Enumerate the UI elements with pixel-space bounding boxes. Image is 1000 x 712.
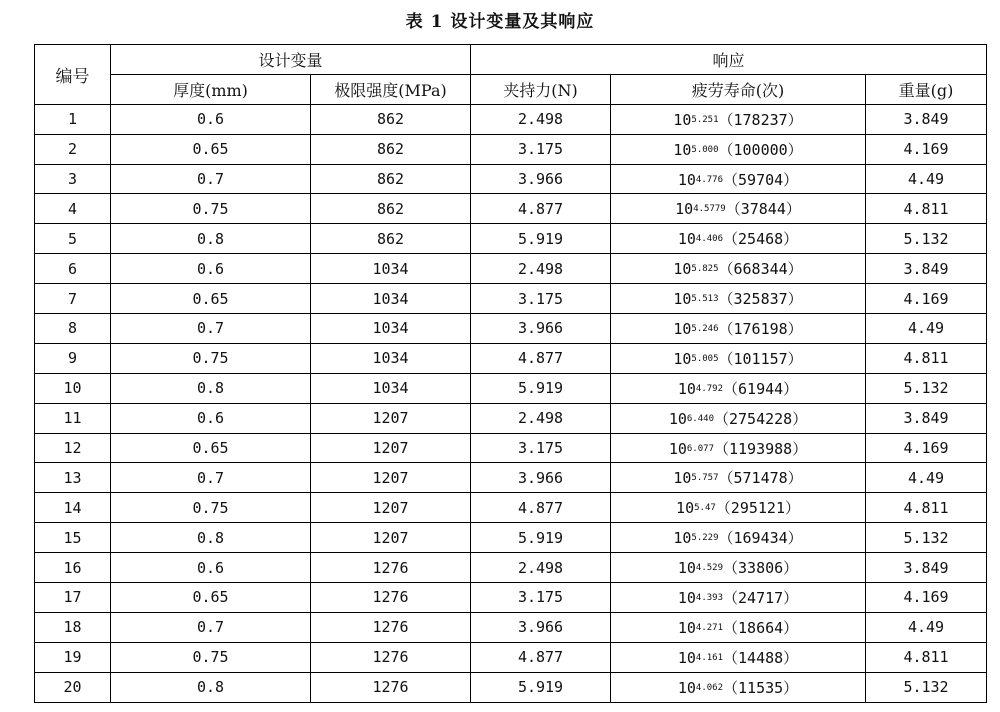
life-cycles: （18664） bbox=[723, 618, 799, 637]
data-table bbox=[34, 44, 987, 703]
table-row bbox=[35, 583, 987, 613]
cell-strength: 1034 bbox=[311, 284, 471, 314]
cell-weight: 4.169 bbox=[866, 583, 987, 613]
life-cycles: （169434） bbox=[718, 529, 803, 548]
cell-thickness: 0.75 bbox=[111, 194, 311, 224]
cell-strength: 1207 bbox=[311, 523, 471, 553]
life-exponent: 5.246 bbox=[691, 323, 719, 334]
life-exponent: 5.47 bbox=[694, 503, 716, 514]
cell-clamp-force: 3.175 bbox=[471, 134, 611, 164]
life-exponent: 5.000 bbox=[691, 144, 719, 155]
cell-id: 7 bbox=[35, 284, 111, 314]
table-row bbox=[35, 642, 987, 672]
cell-clamp-force: 2.498 bbox=[471, 553, 611, 583]
cell-thickness: 0.75 bbox=[111, 493, 311, 523]
life-exponent: 4.161 bbox=[695, 652, 724, 663]
life-cycles: （11535） bbox=[723, 678, 799, 697]
cell-weight: 4.169 bbox=[866, 433, 987, 463]
table-caption: 表 1 设计变量及其响应 bbox=[405, 12, 595, 32]
cell-id: 2 bbox=[35, 134, 111, 164]
header-id: 编号 bbox=[35, 45, 111, 105]
life-base: 10 bbox=[677, 588, 696, 607]
cell-fatigue-life bbox=[611, 642, 866, 672]
life-exponent: 6.077 bbox=[686, 443, 714, 454]
life-exponent: 4.5779 bbox=[693, 204, 726, 215]
table-row bbox=[35, 493, 987, 523]
cell-weight: 4.811 bbox=[866, 642, 987, 672]
header-row-columns bbox=[35, 74, 987, 104]
life-base: 10 bbox=[673, 110, 692, 129]
cell-id: 5 bbox=[35, 224, 111, 254]
cell-strength: 1034 bbox=[311, 373, 471, 403]
cell-thickness: 0.6 bbox=[111, 254, 311, 284]
life-cycles: （571478） bbox=[718, 469, 803, 488]
cell-clamp-force: 3.966 bbox=[471, 463, 611, 493]
table-row bbox=[35, 104, 987, 134]
life-exponent: 6.440 bbox=[686, 413, 714, 424]
cell-clamp-force: 3.175 bbox=[471, 433, 611, 463]
life-base: 10 bbox=[673, 319, 692, 338]
cell-fatigue-life bbox=[611, 672, 866, 702]
cell-id: 1 bbox=[35, 104, 111, 134]
life-cycles: （1193988） bbox=[713, 439, 808, 458]
cell-weight: 3.849 bbox=[866, 553, 987, 583]
cell-strength: 1207 bbox=[311, 463, 471, 493]
cell-weight: 5.132 bbox=[866, 672, 987, 702]
table-row bbox=[35, 433, 987, 463]
cell-id: 10 bbox=[35, 373, 111, 403]
cell-fatigue-life bbox=[611, 373, 866, 403]
life-exponent: 4.776 bbox=[695, 174, 724, 185]
life-cycles: （24717） bbox=[723, 588, 799, 607]
cell-clamp-force: 5.919 bbox=[471, 523, 611, 553]
cell-thickness: 0.7 bbox=[111, 314, 311, 344]
cell-clamp-force: 2.498 bbox=[471, 403, 611, 433]
cell-weight: 5.132 bbox=[866, 224, 987, 254]
cell-strength: 862 bbox=[311, 164, 471, 194]
life-cycles: （325837） bbox=[718, 290, 803, 309]
cell-strength: 1276 bbox=[311, 642, 471, 672]
cell-clamp-force: 4.877 bbox=[471, 343, 611, 373]
cell-weight: 5.132 bbox=[866, 373, 987, 403]
cell-fatigue-life bbox=[611, 343, 866, 373]
table-row bbox=[35, 463, 987, 493]
header-thickness: 厚度(mm) bbox=[111, 74, 311, 104]
cell-id: 14 bbox=[35, 493, 111, 523]
life-base: 10 bbox=[668, 439, 687, 458]
cell-clamp-force: 3.175 bbox=[471, 583, 611, 613]
life-cycles: （176198） bbox=[718, 319, 803, 338]
cell-id: 15 bbox=[35, 523, 111, 553]
life-cycles: （59704） bbox=[723, 170, 799, 189]
cell-clamp-force: 3.175 bbox=[471, 284, 611, 314]
cell-clamp-force: 3.966 bbox=[471, 164, 611, 194]
cell-fatigue-life bbox=[611, 403, 866, 433]
life-base: 10 bbox=[675, 200, 694, 219]
life-base: 10 bbox=[677, 559, 696, 578]
life-base: 10 bbox=[677, 678, 696, 697]
life-exponent: 4.062 bbox=[695, 682, 724, 693]
cell-strength: 1276 bbox=[311, 583, 471, 613]
life-base: 10 bbox=[673, 469, 692, 488]
cell-clamp-force: 4.877 bbox=[471, 194, 611, 224]
cell-weight: 5.132 bbox=[866, 523, 987, 553]
cell-weight: 4.811 bbox=[866, 343, 987, 373]
cell-weight: 3.849 bbox=[866, 403, 987, 433]
life-cycles: （295121） bbox=[715, 499, 800, 518]
table-row bbox=[35, 284, 987, 314]
cell-strength: 1207 bbox=[311, 493, 471, 523]
life-exponent: 5.251 bbox=[691, 114, 719, 125]
cell-fatigue-life bbox=[611, 134, 866, 164]
table-row bbox=[35, 373, 987, 403]
cell-id: 8 bbox=[35, 314, 111, 344]
cell-thickness: 0.75 bbox=[111, 343, 311, 373]
table-row bbox=[35, 224, 987, 254]
cell-fatigue-life bbox=[611, 314, 866, 344]
life-base: 10 bbox=[673, 260, 692, 279]
cell-clamp-force: 2.498 bbox=[471, 104, 611, 134]
cell-id: 18 bbox=[35, 612, 111, 642]
life-base: 10 bbox=[677, 618, 696, 637]
cell-thickness: 0.65 bbox=[111, 134, 311, 164]
cell-id: 4 bbox=[35, 194, 111, 224]
cell-fatigue-life bbox=[611, 194, 866, 224]
life-base: 10 bbox=[673, 140, 692, 159]
cell-strength: 1034 bbox=[311, 314, 471, 344]
cell-weight: 4.49 bbox=[866, 164, 987, 194]
header-fatigue-life: 疲劳寿命(次) bbox=[611, 74, 866, 104]
cell-id: 3 bbox=[35, 164, 111, 194]
life-exponent: 4.792 bbox=[695, 383, 724, 394]
table-row bbox=[35, 523, 987, 553]
life-cycles: （101157） bbox=[718, 349, 803, 368]
life-exponent: 4.406 bbox=[695, 234, 724, 245]
cell-id: 17 bbox=[35, 583, 111, 613]
life-exponent: 5.229 bbox=[691, 533, 719, 544]
cell-thickness: 0.7 bbox=[111, 463, 311, 493]
life-cycles: （14488） bbox=[723, 648, 799, 667]
life-cycles: （178237） bbox=[718, 110, 803, 129]
cell-thickness: 0.6 bbox=[111, 104, 311, 134]
life-exponent: 5.825 bbox=[691, 264, 719, 275]
cell-thickness: 0.8 bbox=[111, 373, 311, 403]
header-strength: 极限强度(MPa) bbox=[311, 74, 471, 104]
table-row bbox=[35, 553, 987, 583]
cell-strength: 1034 bbox=[311, 343, 471, 373]
cell-clamp-force: 3.966 bbox=[471, 314, 611, 344]
cell-strength: 1207 bbox=[311, 433, 471, 463]
cell-id: 13 bbox=[35, 463, 111, 493]
cell-fatigue-life bbox=[611, 164, 866, 194]
cell-fatigue-life bbox=[611, 463, 866, 493]
cell-id: 9 bbox=[35, 343, 111, 373]
cell-thickness: 0.8 bbox=[111, 224, 311, 254]
cell-strength: 1276 bbox=[311, 553, 471, 583]
life-cycles: （33806） bbox=[723, 559, 799, 578]
cell-thickness: 0.65 bbox=[111, 284, 311, 314]
cell-thickness: 0.65 bbox=[111, 583, 311, 613]
cell-thickness: 0.7 bbox=[111, 164, 311, 194]
cell-id: 12 bbox=[35, 433, 111, 463]
cell-weight: 4.49 bbox=[866, 314, 987, 344]
table-row bbox=[35, 134, 987, 164]
life-base: 10 bbox=[677, 379, 696, 398]
cell-clamp-force: 5.919 bbox=[471, 672, 611, 702]
life-exponent: 5.757 bbox=[691, 473, 719, 484]
life-exponent: 4.529 bbox=[695, 563, 724, 574]
cell-fatigue-life bbox=[611, 493, 866, 523]
cell-fatigue-life bbox=[611, 523, 866, 553]
life-cycles: （2754228） bbox=[713, 409, 808, 428]
cell-strength: 1034 bbox=[311, 254, 471, 284]
cell-fatigue-life bbox=[611, 433, 866, 463]
cell-strength: 1276 bbox=[311, 612, 471, 642]
table-row bbox=[35, 403, 987, 433]
cell-thickness: 0.65 bbox=[111, 433, 311, 463]
life-cycles: （25468） bbox=[723, 230, 799, 249]
table-row bbox=[35, 314, 987, 344]
cell-clamp-force: 5.919 bbox=[471, 224, 611, 254]
cell-strength: 1207 bbox=[311, 403, 471, 433]
cell-id: 16 bbox=[35, 553, 111, 583]
life-cycles: （37844） bbox=[725, 200, 801, 219]
table-row bbox=[35, 164, 987, 194]
cell-fatigue-life bbox=[611, 284, 866, 314]
header-response-group: 响应 bbox=[471, 45, 987, 75]
life-base: 10 bbox=[677, 648, 696, 667]
cell-weight: 4.169 bbox=[866, 134, 987, 164]
cell-weight: 4.49 bbox=[866, 612, 987, 642]
cell-weight: 4.49 bbox=[866, 463, 987, 493]
cell-id: 11 bbox=[35, 403, 111, 433]
cell-clamp-force: 2.498 bbox=[471, 254, 611, 284]
life-base: 10 bbox=[677, 170, 696, 189]
table-row bbox=[35, 194, 987, 224]
life-cycles: （668344） bbox=[718, 260, 803, 279]
cell-fatigue-life bbox=[611, 104, 866, 134]
header-weight: 重量(g) bbox=[866, 74, 987, 104]
cell-strength: 862 bbox=[311, 224, 471, 254]
table-row bbox=[35, 343, 987, 373]
cell-fatigue-life bbox=[611, 224, 866, 254]
life-exponent: 5.513 bbox=[691, 294, 719, 305]
cell-clamp-force: 3.966 bbox=[471, 612, 611, 642]
table-row bbox=[35, 612, 987, 642]
cell-id: 6 bbox=[35, 254, 111, 284]
life-exponent: 5.005 bbox=[691, 353, 719, 364]
cell-strength: 862 bbox=[311, 134, 471, 164]
table-body bbox=[35, 104, 987, 702]
life-base: 10 bbox=[673, 529, 692, 548]
cell-thickness: 0.6 bbox=[111, 403, 311, 433]
cell-weight: 4.811 bbox=[866, 194, 987, 224]
cell-fatigue-life bbox=[611, 583, 866, 613]
header-clamp-force: 夹持力(N) bbox=[471, 74, 611, 104]
life-base: 10 bbox=[668, 409, 687, 428]
cell-weight: 4.169 bbox=[866, 284, 987, 314]
life-base: 10 bbox=[676, 499, 695, 518]
cell-strength: 862 bbox=[311, 104, 471, 134]
cell-weight: 3.849 bbox=[866, 104, 987, 134]
cell-id: 20 bbox=[35, 672, 111, 702]
life-base: 10 bbox=[673, 290, 692, 309]
cell-thickness: 0.75 bbox=[111, 642, 311, 672]
cell-thickness: 0.7 bbox=[111, 612, 311, 642]
life-base: 10 bbox=[677, 230, 696, 249]
cell-clamp-force: 4.877 bbox=[471, 642, 611, 672]
life-exponent: 4.271 bbox=[695, 622, 724, 633]
cell-id: 19 bbox=[35, 642, 111, 672]
cell-weight: 4.811 bbox=[866, 493, 987, 523]
cell-fatigue-life bbox=[611, 254, 866, 284]
cell-weight: 3.849 bbox=[866, 254, 987, 284]
cell-thickness: 0.8 bbox=[111, 672, 311, 702]
life-exponent: 4.393 bbox=[695, 592, 724, 603]
cell-clamp-force: 4.877 bbox=[471, 493, 611, 523]
table-row bbox=[35, 672, 987, 702]
header-row-groups bbox=[35, 45, 987, 75]
life-base: 10 bbox=[673, 349, 692, 368]
table-row bbox=[35, 254, 987, 284]
cell-fatigue-life bbox=[611, 553, 866, 583]
cell-fatigue-life bbox=[611, 612, 866, 642]
cell-clamp-force: 5.919 bbox=[471, 373, 611, 403]
life-cycles: （61944） bbox=[723, 379, 799, 398]
table-header bbox=[35, 45, 987, 105]
cell-strength: 862 bbox=[311, 194, 471, 224]
life-cycles: （100000） bbox=[718, 140, 803, 159]
cell-thickness: 0.8 bbox=[111, 523, 311, 553]
header-design-group: 设计变量 bbox=[111, 45, 471, 75]
cell-strength: 1276 bbox=[311, 672, 471, 702]
cell-thickness: 0.6 bbox=[111, 553, 311, 583]
